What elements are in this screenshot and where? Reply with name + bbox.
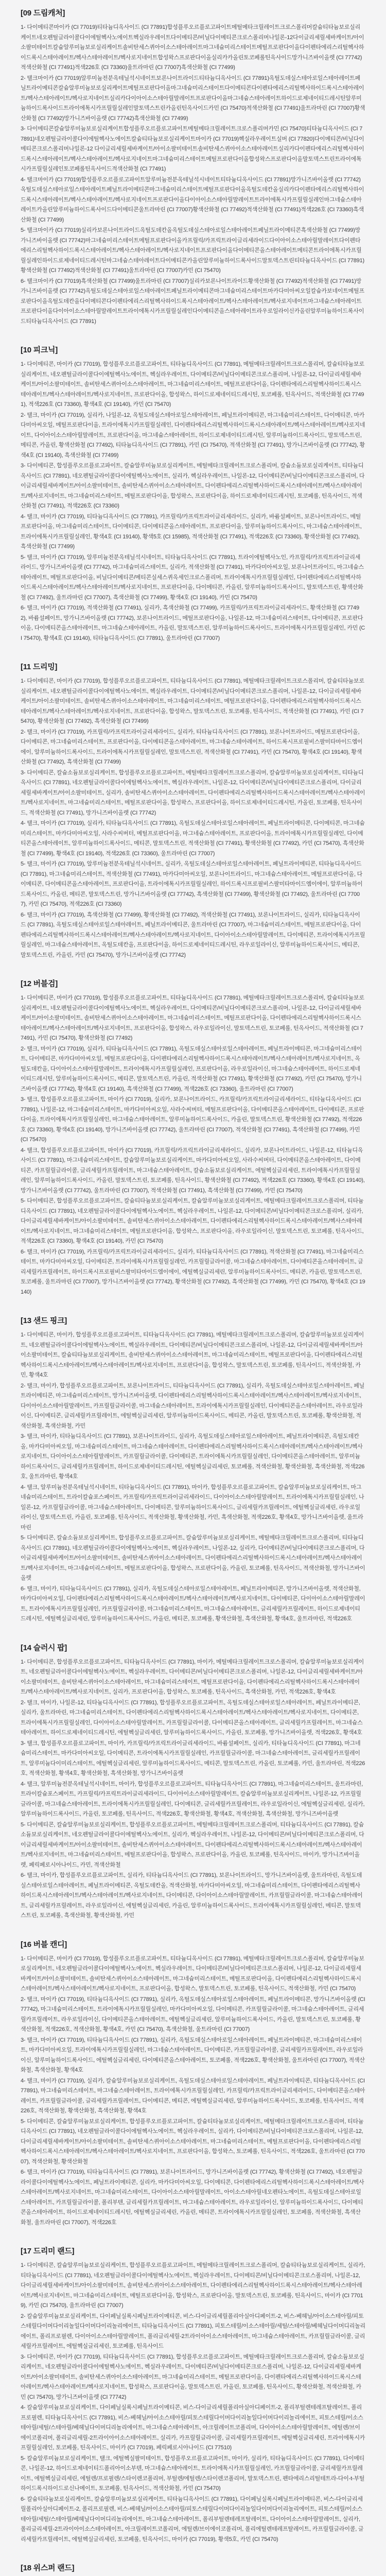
ingredient-entry: 4- 탤크, 알루미늄전분옥테닐석시네이트, 마이카, 합성플루오르플로고파이트, 티타늄디옥사이드 (CI 77891), 마그네슘미리스테이트, 울트라마린, 트라이칼슘포스페이트, 카프릴릭/카프릭트라이글리세라이드, 다이아이소스테아릴말레이트, 칼슘알루미늄보로실리케이트, 나일론-12, 카프릴릴글라이콜, 마그네슘스테아레이트, 트라이에톡시카프릴릴실레인, 다이메티콘, 글리세릴카프릴레이트, 라우로일라이신, 에틸헥실글리세린, 실리카, 알루미늄하이드록사이드, 카올린, 토코페롤, 틴옥사이드, 적색226호, 황색산화철, 황색4호, 적색산화철, 흑색산화철, 망가니즈바이올렛 — [21, 1781, 365, 1817]
ingredient-entry: 2- 탤크, 마이카 (CI 77019), 실리카, 나일론-12, 옥틸도데실스테아로일스테아레이트, 페닐트라이메티콘, 마그네슘미리스테이트, 다이메티콘, 마카다미아씨오일, 메틸프로판다이올, 트라이에톡시카프릴릴실레인, 다이펜타에리스리틸헥사하이드록시스테아레이트/헥사스테아레이트/헥사로지네이트, 다이아이소스테아릴말레이트, 프로판다이올, 마그네슘스테아레이트, 하이드로제네이티드레시틴, 알루미늄하이드록사이드, 말토덱스트린, 메티콘, 카올린, 황색산화철 (CI 77492), 티타늄디옥사이드 (CI 77891), 카민 (CI 75470), 적색산화철 (CI 77491), 망가니즈바이올렛 (CI 77742), 황색4호 (CI 19140), 흑색산화철 (CI 77499) — [21, 412, 365, 459]
section-entries — [21, 676, 365, 960]
section-entries — [21, 360, 365, 643]
ingredient-entry: 5- 탤크, 마이카 (CI 77019), 알루미늄전분옥테닐석시네이트, 실리카, 옥틸도데실스테아로일스테아레이트, 페닐트라이메티콘, 티타늄디옥사이드 (CI 77891), 마그네슘미리스테이트, 적색산화철 (CI 77491), 마카다미아씨오일, 보론나이트라이드, 마그네슘스테아레이트, 메틸프로판다이올, 다이메티콘, 다이메티콘올스테아레이트, 프로판다이올, 트라이에톡시카프릴릴실레인, 하이드록시프로필비스팔미타마이드엠이에이, 알루미늄하이드록사이드, 카올린, 메티콘, 말토덱스트린, 망가니즈바이올렛 (CI 77742), 흑색산화철 (CI 77499), 황색산화철 (CI 77492), 울트라마린 (CI 77007), 카민 (CI 75470), 적색226호 (CI 73360) — [21, 861, 363, 907]
ingredient-entry: 3- 탤크, 합성플루오르플로고파이트, 마이카 (CI 77019), 실리카, 보론나이트라이드, 카프릴릭/카프릭트라이글리세라이드, 티타늄디옥사이드 (CI 77891), 나일론-12, 마그네슘미리스테이트, 마카다미아씨오일, 사라수씨버터, 메틸프로판다이올, 다이메티콘올스테아레이트, 다이메티콘, 프로판다이올, 트라이에톡시카프릴릴실레인, 마그네슘스테아레이트, 알루미늄하이드록사이드, 카올린, 말토덱스트린, 황색산화철 (CI 77492), 적색226호 (CI 73360), 황색4호 (CI 19140), 망가니즈바이올렛 (CI 77742), 울트라마린 (CI 77007), 적색산화철 (CI 77491), 흑색산화철 (CI 77499), 카민 (CI 75470) — [21, 1096, 364, 1143]
section-header: [12 버블검] — [21, 979, 58, 988]
ingredient-entry: 3- 다이메티콘칼슘알루미늄보로실리케이트합성플루오르플로고파이트메틸메타크릴레이트크로스폴리머카민 (CI 75470)티타늄디옥사이드 (CI 77891)네오펜틸글라이콜다이에틸헥사노에이트칼슘티타늄보로실리케이트마이카 (CI 77019)헥실라우레이트실버 (CI 77820)다이메티콘/비닐다이메티콘크로스폴리머나일론-12 다이글리세릴세바케이트/아이소팔미테이트솔비탄세스퀴아이소스테아레이트실리카다이펜타에리스리틸헥사하이드록시스테아레이트/헥사스테아레이트/헥사로지네이트마그네슘미리스테이트메틸프로판다이올합성왁스프로판다이올말토덱스트린트라이에톡시카프릴릴실레인토코페롤틴옥사이드적색산화철 (CI 77491) — [21, 126, 364, 172]
ingredient-entry: 2- 탤크마이카 (CI 77019)알루미늄전분옥테닐석시네이트보론나이트라이드티타늄디옥사이드 (CI 77891)옥틸도데실스테아로일스테아레이트페닐트라이메티콘칼슘알루미늄보로실리케이트메틸프로판다이올마그네슘미리스테이트다이메티콘다이펜타에리스리틸헥사하이드록시스테아레이트/헥사스테아레이트/헥사로지네이트실리카다이아이소스테아릴말레이트프로판다이올마그네슘스테아레이트하이드로제네이티드레시틴알루미늄하이드록사이드트라이에톡시카프릴릴실레인말토덱스트린카올린틴옥사이드카민 (CI 75470)적색산화철 (CI 77491)울트라마린 (CI 77007)황색산화철 (CI 77492)망가니즈바이올렛 (CI 77742)흑색산화철 (CI 77499) — [21, 75, 365, 122]
ingredient-entry: 3- 탤크, 마이카 (CI 77019), 티타늄디옥사이드 (CI 77891), 실리카, 옥틸도데실스테아로일스테아레이트, 페닐트라이메티콘, 마그네슘미리스테이트, 마카다미아씨오일, 트라이에톡시카프릴릴실레인, 마그네슘스테아레이트, 다이메티콘, 카프릴릴글라이콜, 글리세릴카프릴레이트, 라우로일라이신, 알루미늄하이드록사이드, 에틸헥실글리세린, 다이메티콘올스테아레이트, 토코페롤, 적색226호, 황색산화철, 울트라마린 (CI 77007), 적색산화철, 흑색산화철, 황색4호 — [21, 2037, 365, 2073]
ingredient-section — [21, 661, 365, 960]
ingredient-entry: 5- 칼슘알루미늄보로실리케이트, 탤크, 에틸헥실팔미테이트, 합성플루오르플로고파이트, 마이카, 실리카, 티타늄디옥사이드 (CI 77891), 다이메티콘, 나일론-12, 하이드로제네이티드폴리아이소부텐, 마그네슘스테아레이트, 트라이에톡시카프릴릴실레인, 카프릴릴글라이콜, 글리세릴카프릴레이트, 에틸헥실글리세린, 에틸렌/프로필렌/스타이렌코폴리머, 부틸렌/에틸렌/스타이렌코폴리머, 말토덱스트린, 펜타에리스리틸테트라-다이-t-부틸하이드록시하이드로신나메이트, 토코페롤, 틴옥사이드, 적색산화철, 카민 (CI 75470) — [21, 2455, 365, 2492]
ingredient-entry: 2- 탤크, 마이카 (CI 77019), 카프릴릭/카프릭트라이글리세라이드, 실리카, 티타늄디옥사이드 (CI 77891), 보론나이트라이드, 메틸프로판다이올, 다이메티콘, 마그네슘미리스테이트, 프로판다이올, 다이메티콘올스테아레이트, 마그네슘스테아레이트, 하이드록시프로필비스팔미타마이드엠이에이, 알루미늄하이드록사이드, 트라이에톡시카프릴릴실레인, 말토덱스트린, 적색산화철 (CI 77491), 카민 (CI 75470), 황색4호 (CI 19140), 황색산화철 (CI 77492), 흑색산화철 (CI 77499) — [21, 728, 363, 765]
ingredient-section — [21, 2562, 365, 2576]
ingredient-entry: 1- 다이메티콘, 마이카 (CI 77019), 합성플루오르플로고파이트, 티타늄디옥사이드 (CI 77891), 메틸메타크릴레이트크로스폴리머, 칼슘알루미늄보로실리케이트, 네오펜틸글라이콜다이에틸헥사노에이트, 헥실라우레이트, 다이메티콘/비닐다이메티콘크로스폴리머, 나일론-12, 다이글리세릴세바케이트/아이소팔미테이트, 솔비탄세스퀴아이소스테아레이트, 마그네슘미리스테이트, 메틸프로판다이올, 다이펜타에리스리틸헥사하이드록시스테아레이트/헥사스테아레이트/헥사로지네이트, 프로판다이올, 합성왁스, 말토덱스트린, 토코페롤, 틴옥사이드, 적색산화철, 카민 (CI 75470) — [21, 1955, 364, 1992]
ingredient-entry: 6- 탤크, 마이카 (CI 77019), 티타늄디옥사이드 (CI 77891), 보론나이트라이드, 망가니즈바이올렛 (CI 77742), 황색산화철 (CI 77492), 네오펜틸글라이콜다이에틸헥사노에이트, 페닐트라이메티콘, 실리카, 마카다미아씨오일, 다이메티콘, 다이펜타에리스리틸헥사하이드록시스테아레이트/헥사스테아레이트/헥사로지네이트, 마그네슘미리스테이트, 다이아이소스테아릴말레이트, 아이소스테아릴네오펜타노에이트, 옥틸도데실스테아로일스테아레이트, 카프릴릴글라이콜, 폴리부텐, 글리세릴카프릴레이트, 마그네슘스테아레이트, 라우로일라이신, 알루미늄하이드록사이드, 다이메티콘올스테아레이트, 하이드로제네이티드레시틴, 에틸헥실글리세린, 카올린, 메티콘, 트라이에톡시카프릴릴실레인, 토코페롤, 적색산화철, 흑색산화철, 울트라마린 (CI 77007), 적색226호 — [21, 2169, 364, 2226]
ingredient-section — [21, 1315, 365, 1624]
ingredient-entry: 4- 칼슘알루미늄보로실리케이트, 다이페닐실록시페닐트라이메티콘, 비스-다이글리세릴폴리아실아디페이트-2, 폴리부틸렌테레프탈레이트, 폴리프로필렌, 티타늄디옥사이드 (CI 77891), 비스-베헤닐/아이소스테아릴/피토스테릴다이머다이리놀일다이머다이리놀리에이트, 피토스테릴/이소스테아릴/세틸/스테아릴/베헤닐다이머디리놀리에이트, 마그네슘스테아레이트, 아크릴레이트코폴리머, 다이아이소스테아릴말레이트, 에틸렌/브이에이코폴리머, 폴리글리세릴-2트라이아이소스테아레이트, 실리카, 카프릴릴글라이콜, 글리세릴카프릴레이트, 에틸헥실글리세린, 트라이에톡시카프릴릴실레인, 토코페롤, 틴옥사이드, 마이카 (CI 77019), 페릭페로시아나이드 (CI 77510) — [21, 2404, 365, 2451]
section-header: [09 드림캐처] — [21, 9, 65, 18]
section-header: [10 피크닉] — [21, 346, 58, 354]
ingredient-entry: 5- 다이메티콘, 칼슘알루미늄보로실리케이트, 합성플루오르플로고파이트, 칼슘티타늄보로실리케이트, 메틸메타크릴레이트크로스폴리머, 티타늄디옥사이드 (CI 77891), 네오펜틸글라이콜다이에틸헥사노에이트, 헥실라우레이트, 실리카, 다이메티콘/비닐다이메티콘크로스폴리머, 나일론-12, 다이글리세릴세바케이트/아이소팔미테이트, 솔비탄세스퀴아이소스테아레이트, 마그네슘미리스테이트, 메틸프로판다이올, 다이펜타에리스리틸헥사하이드록시스테아레이트/헥사스테아레이트/헥사로지네이트, 프로판다이올, 합성왁스, 토코페롤, 틴옥사이드, 적색226호, 울트라마린 (CI 77007), 적색산화철, 황색산화철 — [21, 2118, 365, 2165]
ingredient-section — [21, 344, 365, 643]
ingredient-entry: 5- 다이메티콘, 칼슘알루미늄보로실리케이트, 합성플루오르플로고파이트, 메틸메타크릴레이트크로스폴리머, 티타늄디옥사이드 (CI 77891), 칼슘소듐보로실리케이트, 네오펜틸글라이콜다이에틸헥사노에이트, 실리카, 헥실라우레이트, 나일론-12, 다이메티콘/비닐다이메티콘크로스폴리머, 다이글리세릴세바케이트/아이소팔미테이트, 솔비탄세스퀴아이소스테아레이트, 다이펜타에리스리틸헥사하이드록시스테아레이트/헥사스테아레이트/헥사로지네이트, 마그네슘미리스테이트, 메틸프로판다이올, 합성왁스, 프로판다이올, 카올린, 토코페롤, 틴옥사이드, 마이카, 망가니즈바이올렛, 페릭페로시아나이드, 카민, 적색산화철 — [21, 1821, 364, 1868]
ingredient-entry: 6- 탤크, 마이카 (CI 77019), 흑색산화철 (CI 77499), 황색산화철 (CI 77492), 적색산화철 (CI 77491), 보론나이트라이드, 실리카, 티타늄디옥사이드 (CI 77891), 옥틸도데실스테아로일스테아레이트, 페닐트라이메티콘, 울트라마린 (CI 77007), 마그네슘미리스테이트, 메틸프로판다이올, 다이펜타에리스리틸헥사하이드록시스테아레이트/헥사스테아레이트/헥사로지네이트, 다이아이소스테아릴말레이트, 다이메티콘, 트라이에톡시카프릴릴실레인, 마그네슘스테아레이트, 옥틸도데칸올, 프로판다이올, 하이드로제네이티드레시틴, 라우로일라이신, 알루미늄하이드록사이드, 메티콘, 말토덱스트린, 카올린, 카민 (CI 75470), 망가니즈바이올렛 (CI 77742) — [21, 911, 365, 958]
ingredient-entry: 4- 탤크, 알루미늄전분옥테닐석시네이트, 티타늄디옥사이드 (CI 77891), 마이카, 합성플루오르플로고파이트, 칼슘알루미늄보로실리케이트, 마그네슘미리스테이트, 트라이칼슘포스페이트, 카프릴릭/카프릭트라이글리세라이드, 다이아이소스테아릴말레이트, 트라이에톡시카프릴릴실레인, 나일론-12, 카프릴릴글라이콜, 마그네슘스테아레이트, 다이메티콘, 알루미늄하이드록사이드, 글리세릴카프릴레이트, 에틸헥실글리세린, 라우로일라이신, 말토덱스트린, 카올린, 토코페롤, 틴옥사이드, 적색산화철, 황색산화철, 카민, 흑색산화철, 적색226호, 황색4호, 망가니즈바이올렛, 울트라마린 — [21, 1484, 364, 1531]
ingredient-entry: 5- 탤크마이카 (CI 77019)실리카보론나이트라이드옥틸도데칸올옥틸도데실스테아로일스테아레이트페닐트라이메티콘흑색산화철 (CI 77499)망가니즈바이올렛 (CI 77742)마그네슘미리스테이트메틸프로판다이올카프릴릭/카프릭트라이글리세라이드다이아이소스테아릴말레이트다이펜타에리스리틸헥사하이드록시스테아레이트/헥사스테아레이트/헥사로지네이트프로판다이올다이메티콘올스테아레이트메티콘트라이에톡시카프릴릴실레인하이드로제네이티드레시틴마그네슘스테아레이트다이메티콘카올린알루미늄하이드록사이드말토덱스트린티타늄디옥사이드 (CI 77891)황색산화철 (CI 77492)적색산화철 (CI 77491)울트라마린 (CI 77007)카민 (CI 75470) — [21, 227, 364, 274]
ingredient-entry: 6- 칼슘티타늄보로실리케이트, 칼슘알루미늄보로실리케이트, 티타늄디옥사이드 (CI 77891), 다이페닐실록시페닐트라이메티콘, 비스-다이글리세릴폴리아실아디페이트-2, 폴리프로필렌, 비스-베헤닐/아이소스테아릴/피토스테릴다이머다이리놀일다이머다이리놀리에이트, 피토스테릴/이소스테아릴/세틸/스테아릴/베헤닐다이머디리놀리에이트, 마그네슘스테아레이트, 폴리부틸렌테레프탈레이트, 다이아이소스테아릴말레이트, 실리카, 폴리글리세릴-2트라이아이소스테아레이트, 아크릴레이트코폴리머, 에틸렌/브이에이코폴리머, 폴리에틸렌테레프탈레이트, 카프릴릴글라이콜, 글리세릴카프릴레이트, 에틸헥실글리세린, 토코페롤, 틴옥사이드, 마이카 (CI 77019), 황색5호, 카민 (CI 75470) — [21, 2496, 364, 2543]
ingredient-entry: 5- 다이메티콘, 칼슘소듐보로실리케이트, 합성플루오르플로고파이트, 칼슘알루미늄보로실리케이트, 메틸메타크릴레이트크로스폴리머, 티타늄디옥사이드 (CI 77891), 네오펜틸글라이콜다이에틸헥사노에이트, 헥실라우레이트, 나일론-12, 실리카, 다이메티콘/비닐다이메티콘크로스폴리머, 다이글리세릴세바케이트/아이소팔미테이트, 솔비탄세스퀴아이소스테아레이트, 다이펜타에리스리틸헥사하이드록시스테아레이트/헥사스테아레이트/헥사로지네이트, 마그네슘미리스테이트, 메틸프로판다이올, 합성왁스, 프로판다이올, 카올린, 토코페롤, 틴옥사이드, 적색산화철, 망가니즈바이올렛 — [21, 1535, 365, 1581]
ingredient-entry: 6- 탤크, 마이카 (CI 77019), 카프릴릭/카프릭트라이글리세라이드, 실리카, 티타늄디옥사이드 (CI 77891), 적색산화철 (CI 77491), 마그네슘미리스테이트, 마카다미아씨오일, 다이메티콘, 트라이에톡시카프릴릴실레인, 카프릴릴글라이콜, 마그네슘스테아레이트, 다이메티콘올스테아레이트, 글리세릴카프릴레이트, 하이드록시프로필비스팔미타마이드엠이에이, 에틸헥실글리세린, 알루미늄하이드록사이드, 메티콘, 카올린, 말토덱스트린, 토코페롤, 울트라마린 (CI 77007), 망가니즈바이올렛 (CI 77742), 황색산화철 (CI 77492), 흑색산화철 (CI 77499), 카민 (CI 75470), 황색4호 (CI 19140) — [21, 1248, 365, 1295]
section-entries — [21, 23, 365, 327]
ingredient-entry: 2- 칼슘알루미늄보로실리케이트, 다이페닐실록시페닐트라이메티콘, 비스-다이글리세릴폴리아실아디페이트-2, 비스-베헤닐/아이소스테아릴/피토스테릴다이머다이리놀일다이머다이리놀리에이트, 티타늄디옥사이드 (CI 77891), 피토스테릴/이소스테아릴/세틸/스테아릴/베헤닐다이머디리놀리에이트, 폴리프로필렌, 다이아이소스테아릴말레이트, 폴리글리세릴-2트라이아이소스테아레이트, 마그네슘스테아레이트, 카프릴릴글라이콜, 글리세릴카프릴레이트, 에틸헥실글리세린, 토코페롤, 틴옥사이드 — [21, 2313, 365, 2349]
ingredient-entry: 5- 탤크, 마이카 (CI 77019), 알루미늄전분옥테닐석시네이트, 티타늄디옥사이드 (CI 77891), 트라이에틸헥사노인, 카프릴릭/카프릭트라이글리세라이드, 망가니즈바이올렛 (CI 77742), 마그네슘미리스테이트, 실리카, 적색산화철 (CI 77491), 마카다미아씨오일, 보론나이트라이드, 마그네슘스테아레이트, 메틸프로판다이올, 비닐다이메티콘/메티콘실세스퀴옥세인크로스폴리머, 트라이에톡시카프릴릴실레인, 다이펜타에리스리틸헥사하이드록시스테아레이트/헥사스테아레이트/헥사로지네이트, 프로판다이올, 다이메티콘, 카올린, 알루미늄하이드록사이드, 말토덱스트린, 황색산화철 (CI 77492), 울트라마린 (CI 77007), 흑색산화철 (CI 77499), 황색4호 (CI 19140), 카민 (CI 75470) — [21, 554, 364, 601]
ingredient-entry: 1- 다이메티콘, 마이카 (CI 77019), 합성플루오르플로고파이트, 티타늄디옥사이드 (CI 77891), 메틸메타크릴레이트크로스폴리머, 칼슘티타늄보로실리케이트, 네오펜틸글라이콜다이에틸헥사노에이트, 헥실라우레이트, 다이메티콘/비닐다이메티콘크로스폴리머, 나일론-12, 다이글리세릴세바케이트/아이소팔미테이트, 솔비탄세스퀴아이소스테아레이트, 마그네슘미리스테이트, 메틸프로판다이올, 다이펜타에리스리틸헥사하이드록시스테아레이트/헥사스테아레이트/헥사로지네이트, 프로판다이올, 합성왁스, 말토덱스트린, 토코페롤, 틴옥사이드, 적색산화철 (CI 77491), 카민 (CI 75470), 황색산화철 (CI 77492), 흑색산화철 (CI 77499) — [21, 678, 364, 724]
ingredient-entry: 6- 탤크, 마이카, 티타늄디옥사이드 (CI 77891), 실리카, 옥틸도데실스테아로일스테아레이트, 페닐트라이메티콘, 망가니즈바이올렛, 적색산화철, 마카다미아씨오일, 다이펜타에리스리틸헥사하이드록시스테아레이트/헥사스테아레이트/헥사로지네이트, 다이메티콘, 다이아이소스테아릴말레이트, 트라이에톡시카프릴릴실레인, 카프릴릴글라이콜, 마그네슘미리스테이트, 마그네슘스테아레이트, 글리세릴카프릴레이트, 하이드로제네이티드레시틴, 에틸헥실글리세린, 알루미늄하이드록사이드, 카올린, 메티콘, 토코페롤, 황색산화철, 흑색산화철, 황색4호, 울트라마린, 적색226호 — [21, 1585, 365, 1622]
ingredient-entry: 3- 탤크, 마이카, 티타늄디옥사이드 (CI 77891), 보론나이트라이드, 실리카, 옥틸도데실스테아로일스테아레이트, 페닐트라이메티콘, 옥틸도데칸올, 마카다미아씨오일, 마그네슘미리스테이트, 마그네슘스테아레이트, 다이펜타에리스리틸헥사하이드록시스테아레이트/헥사스테아레이트/헥사로지네이트, 다이아이소스테아릴말레이트, 카프릴릴글라이콜, 다이메티콘, 트라이에톡시카프릴릴실레인, 다이메티콘올스테아레이트, 알루미늄하이드록사이드, 글리세릴카프릴레이트, 하이드로제네이티드레시틴, 에틸헥실글리세린, 토코페롤, 적색산화철, 황색산화철, 흑색산화철, 적색226호, 울트라마린, 황색4호 — [21, 1433, 365, 1480]
ingredient-entry: 4- 탤크, 마이카 (CI 77019), 실리카, 칼슘알루미늄보로실리케이트, 옥틸도데실스테아로일스테아레이트, 페닐트라이메티콘, 티타늄디옥사이드 (CI 77891), 마그네슘미리스테이트, 마그네슘스테아레이트, 트라이에톡시카프릴릴실레인, 카프릴릭/카프릭트라이글리세라이드, 다이메티콘올스테아레이트, 카프릴릴글라이콜, 글리세릴카프릴레이트, 다이메티콘, 메티콘, 에틸헥실글리세린, 알루미늄하이드록사이드, 토코페롤, 틴옥사이드, 적색226호, 적색산화철, 황색산화철, 흑색산화철, 황색4호 — [21, 2077, 365, 2114]
ingredient-section — [21, 1642, 365, 1921]
ingredient-entry: 2- 탤크, 마이카 (CI 77019), 실리카, 티타늄디옥사이드 (CI 77891), 옥틸도데실스테아로일스테아레이트, 페닐트라이메티콘, 마그네슘미리스테이트, 다이메티콘, 마카다미아씨오일, 메틸프로판다이올, 다이펜타에리스리틸헥사하이드록시스테아레이트/헥사스테아레이트/헥사로지네이트, 옥틸도데칸올, 다이아이소스테아릴말레이트, 트라이에톡시카프릴릴실레인, 프로판다이올, 라우로일라이신, 마그네슘스테아레이트, 하이드로제네이티드레시틴, 알루미늄하이드록사이드, 메티콘, 말토덱스트린, 카올린, 적색산화철 (CI 77491), 황색산화철 (CI 77492), 카민 (CI 75470), 망가니즈바이올렛 (CI 77742), 황색4호 (CI 19140), 흑색산화철 (CI 77499), 적색226호 (CI 73360), 울트라마린 (CI 77007) — [21, 1045, 362, 1092]
ingredient-entry: 6- 탤크, 마이카, 합성플루오르플로고파이트, 실리카, 티타늄디옥사이드 (CI 77891), 보론나이트라이드, 망가니즈바이올렛, 울트라마린, 옥틸도데실스테아로일스테아레이트, 페닐트라이메티콘, 옥틸도데칸올, 적색산화철, 마카다미아씨오일, 마그네슘미리스테이트, 다이펜타에리스리틸헥사하이드록시스테아레이트/헥사스테아레이트/헥사로지네이트, 다이메티콘, 다이아이소스테아릴말레이트, 카프릴릴글라이콜, 마그네슘스테아레이트, 글리세릴카프릴레이트, 라우로일라이신, 에틸헥실글리세린, 카올린, 알루미늄하이드록사이드, 트라이에톡시카프릴릴실레인, 메티콘, 말토덱스트린, 토코페롤, 흑색산화철, 황색산화철, 카민 — [21, 1872, 363, 1919]
section-header: [16 버블 캔디] — [21, 1940, 67, 1949]
section-entries — [21, 2261, 365, 2545]
section-header: [11 드리밍] — [21, 663, 58, 671]
section-header: [14 슬러시 팝] — [21, 1643, 67, 1652]
ingredient-entry: 2- 탤크, 마이카, 합성플루오르플로고파이트, 보론나이트라이드, 티타늄디옥사이드 (CI 77891), 실리카, 옥틸도데실스테아로일스테아레이트, 페닐트라이메티콘, 마그네슘미리스테이트, 망가니즈바이올렛, 다이펜타에리스리틸헥사하이드록시스테아레이트/헥사스테아레이트/헥사로지네이트, 다이아이소스테아릴말레이트, 카프릴릴글라이콜, 마그네슘스테아레이트, 트라이에톡시카프릴릴실레인, 다이메티콘올스테아레이트, 라우로일라이신, 다이메티콘, 글리세릴카프릴레이트, 에틸헥실글리세린, 알루미늄하이드록사이드, 메티콘, 카올린, 말토덱스트린, 토코페롤, 황색산화철, 적색산화철, 흑색산화철, 카민 — [21, 1382, 365, 1429]
ingredient-entry: 3- 탤크, 합성플루오르플로고파이트, 마이카, 카프릴릭/카프릭트라이글리세라이드, 바륨설페이트, 실리카, 티타늄디옥사이드 (CI 77891), 마그네슘미리스테이트, 마카다미아씨오일, 다이메티콘, 트라이에톡시카프릴릴실레인, 카프릴릴글라이콜, 마그네슘스테아레이트, 글리세릴카프릴레이트, 알루미늄다이미리스테이트, 에틸헥실글리세린, 알루미늄하이드록사이드, 메티콘, 말토덱스트린, 카올린, 토코페롤, 카민, 울트라마린, 적색226호, 적색산화철, 황색4호, 황색산화철, 흑색산화철, 망가니즈바이올렛 — [21, 1740, 365, 1776]
ingredient-entry: 3- 다이메티콘, 마이카 (CI 77019), 티타늄디옥사이드 (CI 77891), 합성플루오르플로고파이트, 메틸메타크릴레이트크로스폴리머, 칼슘소듐보로실리케이트, 네오펜틸글라이콜다이에틸헥사노에이트, 헥실라우레이트, 다이메티콘/비닐다이메티콘크로스폴리머, 나일론-12, 다이글리세릴세바케이트/아이소팔미테이트, 솔비탄세스퀴아이소스테아레이트, 마그네슘미리스테이트, 메틸프로판다이올, 다이펜타에리스리틸헥사하이드록시스테아레이트/헥사스테아레이트/헥사로지네이트, 합성왁스, 프로판다이올, 말토덱스트린, 카올린, 토코페롤, 틴옥사이드, 황색산화철, 적색산화철, 카민 (CI 75470), 망가니즈바이올렛 (CI 77742) — [21, 2353, 364, 2400]
section-header: [13 샌드 핑크] — [21, 1316, 67, 1325]
ingredient-entry: 4- 탤크, 합성플루오르플로고파이트, 마이카 (CI 77019), 카프릴릭/카프릭트라이글리세라이드, 실리카, 보론나이트라이드, 나일론-12, 티타늄디옥사이드 (CI 77891), 마그네슘미리스테이트, 칼슘알루미늄보로실리케이트, 마카다미아씨오일, 사라수씨버터, 다이메티콘올스테아레이트, 다이메티콘, 카프릴릴글라이콜, 글리세릴카프릴레이트, 마그네슘스테아레이트, 칼슘소듐보로실리케이트, 에틸헥실글리세린, 트라이에톡시카프릴릴실레인, 알루미늄하이드록사이드, 카올린, 말토덱스트린, 토코페롤, 틴옥사이드, 황색산화철 (CI 77492), 적색226호 (CI 73360), 황색4호 (CI 19140), 망가니즈바이올렛 (CI 77742), 울트라마린 (CI 77007), 적색산화철 (CI 77491), 흑색산화철 (CI 77499), 카민 (CI 75470) — [21, 1147, 365, 1194]
ingredient-section — [21, 7, 365, 327]
ingredient-entry: 1- 다이메티콘, 마이카 (CI 77019), 합성플루오르플로고파이트, 티타늄디옥사이드 (CI 77891), 메틸메타크릴레이트크로스폴리머, 칼슘티타늄보로실리케이트, 네오펜틸글라이콜다이에틸헥사노에이트, 헥실라우레이트, 다이메티콘/비닐다이메티콘크로스폴리머, 나일론-12, 다이글리세릴세바케이트/아이소팔미테이트, 솔비탄세스퀴아이소스테아레이트, 마그네슘미리스테이트, 메틸프로판다이올, 다이펜타에리스리틸헥사하이드록시스테아레이트/헥사스테아레이트/헥사로지네이트, 프로판다이올, 합성왁스, 라우로일라이신, 말토덱스트린, 토코페롤, 틴옥사이드, 적색산화철 (CI 77491), 카민 (CI 75470), 황색산화철 (CI 77492) — [21, 995, 364, 1041]
ingredient-section — [21, 2245, 365, 2545]
ingredient-section — [21, 1939, 365, 2228]
section-entries — [21, 1330, 365, 1624]
ingredient-entry: 1- 다이메티콘, 합성플루오르플로고파이트, 티타늄디옥사이드 (CI 77891), 마이카, 메틸메타크릴레이트크로스폴리머, 칼슘알루미늄보로실리케이트, 네오펜틸글라이콜다이에틸헥사노에이트, 헥실라우레이트, 다이메티콘/비닐다이메티콘크로스폴리머, 나일론-12, 다이글리세릴세바케이트/아이소팔미테이트, 솔비탄세스퀴아이소스테아레이트, 마그네슘미리스테이트, 메틸프로판다이올, 다이펜타에리스리틸헥사하이드록시스테아레이트/헥사스테아레이트/헥사로지네이트, 실리카, 프로판다이올, 합성왁스, 토코페롤, 틴옥사이드, 흑색산화철, 카민, 적색226호, 황색4호 — [21, 1658, 364, 1695]
section-header: [18 위스퍼 랜드] — [21, 2564, 75, 2572]
section-entries — [21, 993, 365, 1297]
ingredient-entry: 3- 다이메티콘, 칼슘소듐보로실리케이트, 합성플루오르플로고파이트, 메틸메타크릴레이트크로스폴리머, 칼슘알루미늄보로실리케이트, 티타늄디옥사이드 (CI 77891), 네오펜틸글라이콜다이에틸헥사노에이트, 헥실라우레이트, 나일론-12, 다이메티콘/비닐다이메티콘크로스폴리머, 다이글리세릴세바케이트/아이소팔미테이트, 실리카, 솔비탄세스퀴아이소스테아레이트, 다이펜타에리스리틸헥사하이드록시스테아레이트/헥사스테아레이트/헥사로지네이트, 마그네슘미리스테이트, 메틸프로판다이올, 합성왁스, 프로판다이올, 하이드로제네이티드레시틴, 카올린, 토코페롤, 틴옥사이드, 적색산화철 (CI 77491), 망가니즈바이올렛 (CI 77742) — [21, 769, 365, 816]
ingredient-section — [21, 978, 365, 1297]
ingredient-entry: 6- 탤크, 마이카 (CI 77019), 적색산화철 (CI 77491), 실리카, 흑색산화철 (CI 77499), 카프릴릭/카프릭트라이글리세라이드, 황색산화철 (CI 77492), 바륨설페이트, 망가니즈바이올렛 (CI 77742), 보론나이트라이드, 메틸프로판다이올, 나일론-12, 마그네슘미리스테이트, 다이메티콘, 프로판다이올, 다이메티콘올스테아레이트, 마그네슘스테아레이트, 카올린, 말토덱스트린, 알루미늄하이드록사이드, 트라이에톡시카프릴릴실레인, 카민 (CI 75470), 황색4호 (CI 19140), 티타늄디옥사이드 (CI 77891), 울트라마린 (CI 77007) — [21, 605, 365, 641]
ingredient-entry: 6- 탤크마이카 (CI 77019)흑색산화철 (CI 77499)울트라마린 (CI 77007)실리카보론나이트라이드황색산화철 (CI 77492)적색산화철 (CI 77491)망가니즈바이올렛 (CI 77742)옥틸도데실스테아로일스테아레이트페닐트라이메티콘마그네슘미리스테이트마카다미아씨오일칼슘카보네이트메틸프로판다이올옥틸도데칸올다이메티콘다이펜타에리스리틸헥사하이드록시스테아레이트/헥사스테아레이트/헥사로지네이트마그네슘스테아레이트프로판다이올다이아이소스테아릴말레이트트라이에톡시카프릴릴실레인다이메티콘올스테아레이트라우로일라이신카올린알루미늄하이드록사이드티타늄디옥사이드 (CI 77891) — [21, 278, 364, 325]
ingredient-entry: 1- 다이메티콘, 마이카 (CI 77019), 합성플루오르플로고파이트, 티타늄디옥사이드 (CI 77891), 메틸메타크릴레이트크로스폴리머, 칼슘티타늄보로실리케이트, 네오펜틸글라이콜다이에틸헥사노에이트, 헥실라우레이트, 다이메티콘/비닐다이메티콘크로스폴리머, 나일론-12, 다이글리세릴세바케이트/아이소팔미테이트, 솔비탄세스퀴아이소스테아레이트, 마그네슘미리스테이트, 메틸프로판다이올, 다이펜타에리스리틸헥사하이드록시스테아레이트/헥사스테아레이트/헥사로지네이트, 프로판다이올, 합성왁스, 하이드로제네이티드레시틴, 토코페롤, 틴옥사이드, 적색산화철 (CI 77491), 적색226호 (CI 73360), 황색4호 (CI 19140), 카민 (CI 75470) — [21, 361, 364, 408]
ingredient-entry: 1- 다이메티콘, 칼슘알루미늄보로실리케이트, 합성플루오르플로고파이트, 메틸메타크릴레이트크로스폴리머, 칼슘티타늄보로실리케이트, 실리카, 티타늄디옥사이드 (CI 77891), 네오펜틸글라이콜다이에틸헥사노에이트, 헥실라우레이트, 다이메티콘/비닐다이메티콘크로스폴리머, 나일론-12, 다이글리세릴세바케이트/아이소팔미테이트, 솔비탄세스퀴아이소스테아레이트, 다이펜타에리스리틸헥사하이드록시스테아레이트/헥사스테아레이트/헥사로지네이트, 마그네슘미리스테이트, 메틸프로판다이올, 합성왁스, 프로판다이올, 말토덱스트린, 토코페롤, 틴옥사이드, 마이카 (CI 77019), 카민 (CI 75470), 울트라마린 (CI 77007) — [21, 2262, 365, 2309]
ingredient-entry: 3- 다이메티콘, 합성플루오르플로고파이트, 칼슘알루미늄보로실리케이트, 메틸메타크릴레이트크로스폴리머, 칼슘소듐보로실리케이트, 티타늄디옥사이드 (CI 77891), 네오펜틸글라이콜다이에틸헥사노에이트, 실리카, 헥실라우레이트, 나일론-12, 다이메티콘/비닐다이메티콘크로스폴리머, 다이글리세릴세바케이트/아이소팔미테이트, 솔비탄세스퀴아이소스테아레이트, 다이펜타에리스리틸헥사하이드록시스테아레이트/헥사스테아레이트/헥사로지네이트, 마그네슘미리스테이트, 메틸프로판다이올, 합성왁스, 프로판다이올, 하이드로제네이티드레시틴, 토코페롤, 틴옥사이드, 적색산화철 (CI 77491), 적색226호 (CI 73360) — [21, 463, 365, 509]
ingredient-entry: 5- 다이메티콘, 합성플루오르플로고파이트, 칼슘티타늄보로실리케이트, 칼슘알루미늄보로실리케이트, 메틸메타크릴레이트크로스폴리머, 티타늄디옥사이드 (CI 77891), 네오펜틸글라이콜다이에틸헥사노에이트, 헥실라우레이트, 나일론-12, 다이메티콘/비닐다이메티콘크로스폴리머, 실리카, 다이글리세릴세바케이트/아이소팔미테이트, 솔비탄세스퀴아이소스테아레이트, 다이펜타에리스리틸헥사하이드록시스테아레이트/헥사스테아레이트/헥사로지네이트, 마그네슘미리스테이트, 메틸프로판다이올, 합성왁스, 프로판다이올, 라우로일라이신, 말토덱스트린, 토코페롤, 틴옥사이드, 적색226호 (CI 73360), 황색4호 (CI 19140), 카민 (CI 75470) — [21, 1198, 364, 1244]
section-header: [17 드리미 랜드] — [21, 2247, 75, 2256]
section-entries — [21, 1657, 365, 1921]
ingredient-entry: 4- 탤크, 마이카 (CI 77019), 티타늄디옥사이드 (CI 77891), 카프릴릭/카프릭트라이글리세라이드, 실리카, 바륨설페이트, 보론나이트라이드, 메틸프로판다이올, 마그네슘미리스테이트, 다이메티콘, 다이메티콘올스테아레이트, 프로판다이올, 알루미늄하이드록사이드, 마그네슘스테아레이트, 트라이에톡시카프릴릴실레인, 황색4호 (CI 19140), 황색5호 (CI 15985), 적색산화철 (CI 77491), 적색226호 (CI 73360), 황색산화철 (CI 77492), 흑색산화철 (CI 77499) — [21, 513, 362, 550]
ingredient-entry: 1- 다이메티콘마이카 (CI 77019)티타늄디옥사이드 (CI 77891)합성플루오르플로고파이트메틸메타크릴레이트크로스폴리머칼슘티타늄보로실리케이트네오펜틸글라이콜다이에틸헥사노에이트헥실라우레이트다이메티콘/비닐다이메티콘크로스폴리머나일론-12다이글리세릴세바케이트/아이소팔미테이트칼슘알루미늄보로실리케이트솔비탄세스퀴아이소스테아레이트마그네슘미리스테이트메틸프로판다이올다이펜타에리스리틸헥사하이드록시스테아레이트/헥사스테아레이트/헥사로지네이트합성왁스프로판다이올실리카카올린토코페롤틴옥사이드망가니즈바이올렛 (CI 77742)적색산화철 (CI 77491)적색226호 (CI 73360)울트라마린 (CI 77007)흑색산화철 (CI 77499) — [21, 24, 364, 71]
ingredient-entry: 2- 탤크, 마이카, 나일론-12, 티타늄디옥사이드 (CI 77891), 합성플루오르플로고파이트, 옥틸도데실스테아로일스테아레이트, 페닐트라이메티콘, 실리카, 울트라마린, 마그네슘미리스테이트, 다이펜타에리스리틸헥사하이드록시스테아레이트/헥사스테아레이트/헥사로지네이트, 다이메티콘, 트라이에톡시카프릴릴실레인, 다이아이소스테아릴말레이트, 카프릴릴글라이콜, 다이메티콘올스테아레이트, 글리세릴카프릴레이트, 마그네슘스테아레이트, 하이드로제네이티드레시틴, 에틸헥실글리세린, 알루미늄하이드록사이드, 카올린, 토코페롤, 망가니즈바이올렛, 적색226호, 황색4호 — [21, 1699, 363, 1736]
ingredient-entry: 2- 탤크, 마이카 (CI 77019), 티타늄디옥사이드 (CI 77891), 실리카, 옥틸도데실스테아로일스테아레이트, 페닐트라이메티콘, 망가니즈바이올렛 (CI 77742), 마그네슘미리스테이트, 트라이에톡시카프릴릴실레인, 마카다미아씨오일, 다이메티콘, 카프릴릴글라이콜, 마그네슘스테아레이트, 글리세릴카프릴레이트, 라우로일라이신, 다이메티콘올스테아레이트, 에틸헥실글리세린, 알루미늄하이드록사이드, 카올린, 말토덱스트린, 토코페롤, 황색산화철, 적색226호, 적색산화철, 황색4호, 카민 (CI 75470), 흑색산화철, 울트라마린 (CI 77007) — [21, 1996, 365, 2032]
section-entries — [21, 1954, 365, 2228]
ingredient-entry: 4- 탤크마이카 (CI 77019)합성플루오르플로고파이트알루미늄전분옥테닐석시네이트티타늄디옥사이드 (CI 77891)망가니즈바이올렛 (CI 77742)옥틸도데실스테아로일스테아레이트페닐트라이메티콘마그네슘미리스테이트메틸프로판다이올옥틸도데칸올실리카다이펜타에리스리틸헥사하이드록시스테아레이트/헥사스테아레이트/헥사로지네이트프로판다이올다이아이소스테아릴말레이트트라이에톡시카프릴릴실레인마그네슘스테아레이트카올린알루미늄하이드록사이드다이메티콘울트라마린 (CI 77007)황색산화철 (CI 77492)적색산화철 (CI 77491)적색226호 (CI 73360)흑색산화철 (CI 77499) — [21, 176, 364, 223]
ingredient-entry: 4- 탤크, 마이카 (CI 77019), 실리카, 티타늄디옥사이드 (CI 77891), 옥틸도데실스테아로일스테아레이트, 페닐트라이메티콘, 다이메티콘, 마그네슘미리스테이트, 마카다미아씨오일, 사라수씨버터, 메틸프로판다이올, 마그네슘스테아레이트, 프로판다이올, 트라이에톡시카프릴릴실레인, 다이메티콘올스테아레이트, 알루미늄하이드록사이드, 메티콘, 말토덱스트린, 적색산화철 (CI 77491), 황색산화철 (CI 77492), 카민 (CI 75470), 흑색산화철 (CI 77499), 황색4호 (CI 19140), 적색226호 (CI 73360), 울트라마린 (CI 77007) — [21, 820, 365, 857]
ingredient-entry: 1- 다이메티콘, 마이카, 합성플루오르플로고파이트, 티타늄디옥사이드 (CI 77891), 메틸메타크릴레이트크로스폴리머, 칼슘알루미늄보로실리케이트, 네오펜틸글라이콜다이에틸헥사노에이트, 헥실라우레이트, 다이메티콘/비닐다이메티콘크로스폴리머, 나일론-12, 다이글리세릴세바케이트/아이소팔미테이트, 칼슘티타늄보로실리케이트, 솔비탄세스퀴아이소스테아레이트, 마그네슘미리스테이트, 메틸프로판다이올, 다이펜타에리스리틸헥사하이드록시스테아레이트/헥사스테아레이트/헥사로지네이트, 프로판다이올, 합성왁스, 말토덱스트린, 토코페롤, 틴옥사이드, 적색산화철, 카민, 황색4호 — [21, 1332, 364, 1378]
